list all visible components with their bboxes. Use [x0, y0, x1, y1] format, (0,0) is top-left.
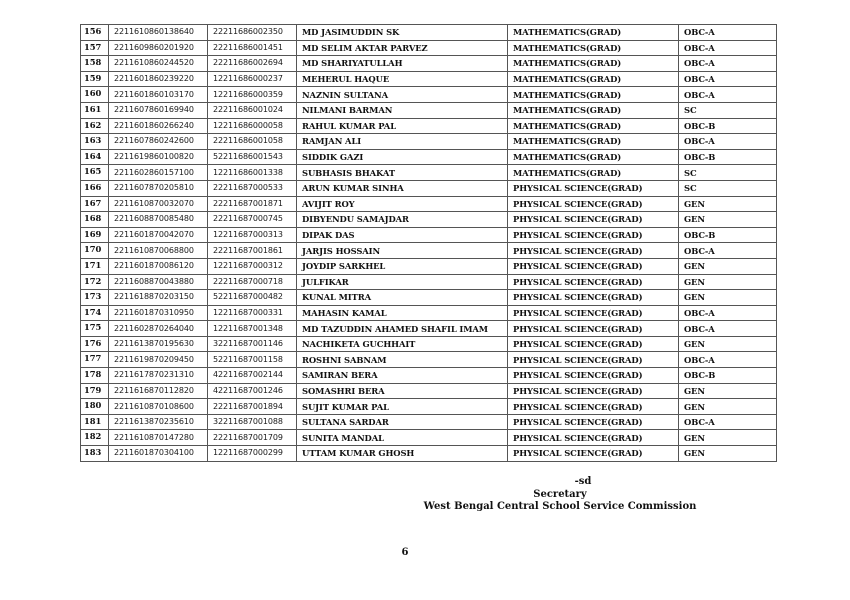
serial-number-cell: 180	[81, 399, 109, 415]
subject-cell: PHYSICAL SCIENCE(GRAD)	[508, 212, 679, 228]
serial-number-cell: 167	[81, 196, 109, 212]
table-row	[81, 180, 777, 196]
category-cell: OBC-A	[679, 414, 777, 430]
application-number-cell: 2211601870304100	[109, 446, 208, 462]
serial-number-cell: 168	[81, 212, 109, 228]
subject-cell: PHYSICAL SCIENCE(GRAD)	[508, 336, 679, 352]
application-number-cell: 2211602860157100	[109, 165, 208, 181]
category-cell: OBC-A	[679, 71, 777, 87]
table-row	[81, 414, 777, 430]
signature-organization: West Bengal Central School Service Commission	[423, 501, 697, 512]
roll-number-cell: 52211686001543	[208, 149, 297, 165]
application-number-cell: 2211607860242600	[109, 134, 208, 150]
candidate-name-cell: ARUN KUMAR SINHA	[297, 180, 508, 196]
roll-number-cell: 52211687000482	[208, 290, 297, 306]
candidate-name-cell: RAMJAN ALI	[297, 134, 508, 150]
application-number-cell: 2211610870068800	[109, 243, 208, 259]
subject-cell: PHYSICAL SCIENCE(GRAD)	[508, 383, 679, 399]
candidate-name-cell: SUBHASIS BHAKAT	[297, 165, 508, 181]
subject-cell: PHYSICAL SCIENCE(GRAD)	[508, 430, 679, 446]
subject-cell: MATHEMATICS(GRAD)	[508, 71, 679, 87]
application-number-cell: 2211616870112820	[109, 383, 208, 399]
subject-cell: PHYSICAL SCIENCE(GRAD)	[508, 352, 679, 368]
serial-number-cell: 183	[81, 446, 109, 462]
roll-number-cell: 12211687001348	[208, 321, 297, 337]
candidate-name-cell: SULTANA SARDAR	[297, 414, 508, 430]
candidate-name-cell: UTTAM KUMAR GHOSH	[297, 446, 508, 462]
table-row	[81, 446, 777, 462]
table-row	[81, 243, 777, 259]
candidate-name-cell: SAMIRAN BERA	[297, 368, 508, 384]
category-cell: GEN	[679, 430, 777, 446]
candidate-name-cell: MD TAZUDDIN AHAMED SHAFIL IMAM	[297, 321, 508, 337]
application-number-cell: 2211617870231310	[109, 368, 208, 384]
table-row	[81, 87, 777, 103]
table-row	[81, 165, 777, 181]
subject-cell: MATHEMATICS(GRAD)	[508, 102, 679, 118]
subject-cell: PHYSICAL SCIENCE(GRAD)	[508, 290, 679, 306]
application-number-cell: 2211601870086120	[109, 258, 208, 274]
table-row	[81, 352, 777, 368]
roll-number-cell: 32211687001146	[208, 336, 297, 352]
serial-number-cell: 171	[81, 258, 109, 274]
application-number-cell: 2211609860201920	[109, 40, 208, 56]
roll-number-cell: 22211687000745	[208, 212, 297, 228]
serial-number-cell: 182	[81, 430, 109, 446]
subject-cell: PHYSICAL SCIENCE(GRAD)	[508, 414, 679, 430]
subject-cell: PHYSICAL SCIENCE(GRAD)	[508, 243, 679, 259]
subject-cell: PHYSICAL SCIENCE(GRAD)	[508, 446, 679, 462]
serial-number-cell: 162	[81, 118, 109, 134]
table-row	[81, 305, 777, 321]
roll-number-cell: 12211686000058	[208, 118, 297, 134]
category-cell: GEN	[679, 290, 777, 306]
candidate-name-cell: DIPAK DAS	[297, 227, 508, 243]
roll-number-cell: 32211687001088	[208, 414, 297, 430]
table-row	[81, 290, 777, 306]
table-row	[81, 336, 777, 352]
subject-cell: PHYSICAL SCIENCE(GRAD)	[508, 274, 679, 290]
table-row	[81, 383, 777, 399]
application-number-cell: 2211601870310950	[109, 305, 208, 321]
category-cell: OBC-A	[679, 243, 777, 259]
candidate-name-cell: NACHIKETA GUCHHAIT	[297, 336, 508, 352]
application-number-cell: 2211601860266240	[109, 118, 208, 134]
serial-number-cell: 181	[81, 414, 109, 430]
table-row	[81, 274, 777, 290]
roll-number-cell: 22211686001451	[208, 40, 297, 56]
serial-number-cell: 164	[81, 149, 109, 165]
roll-number-cell: 22211687000533	[208, 180, 297, 196]
subject-cell: MATHEMATICS(GRAD)	[508, 40, 679, 56]
roll-number-cell: 42211687001246	[208, 383, 297, 399]
subject-cell: MATHEMATICS(GRAD)	[508, 25, 679, 41]
roll-number-cell: 12211686000359	[208, 87, 297, 103]
serial-number-cell: 174	[81, 305, 109, 321]
subject-cell: MATHEMATICS(GRAD)	[508, 165, 679, 181]
roll-number-cell: 12211687000331	[208, 305, 297, 321]
subject-cell: MATHEMATICS(GRAD)	[508, 134, 679, 150]
application-number-cell: 2211610860138640	[109, 25, 208, 41]
candidate-name-cell: JARJIS HOSSAIN	[297, 243, 508, 259]
table-row	[81, 399, 777, 415]
application-number-cell: 2211613870195630	[109, 336, 208, 352]
roll-number-cell: 22211687001871	[208, 196, 297, 212]
serial-number-cell: 158	[81, 56, 109, 72]
serial-number-cell: 159	[81, 71, 109, 87]
roll-number-cell: 22211686001024	[208, 102, 297, 118]
category-cell: SC	[679, 180, 777, 196]
roll-number-cell: 12211687000312	[208, 258, 297, 274]
candidate-name-cell: SUNITA MANDAL	[297, 430, 508, 446]
candidate-name-cell: SUJIT KUMAR PAL	[297, 399, 508, 415]
category-cell: OBC-A	[679, 40, 777, 56]
serial-number-cell: 176	[81, 336, 109, 352]
table-row	[81, 40, 777, 56]
serial-number-cell: 169	[81, 227, 109, 243]
serial-number-cell: 163	[81, 134, 109, 150]
candidate-name-cell: MAHASIN KAMAL	[297, 305, 508, 321]
candidate-name-cell: MD JASIMUDDIN SK	[297, 25, 508, 41]
subject-cell: PHYSICAL SCIENCE(GRAD)	[508, 180, 679, 196]
roll-number-cell: 22211687001894	[208, 399, 297, 415]
category-cell: GEN	[679, 212, 777, 228]
table-row	[81, 102, 777, 118]
table-row	[81, 430, 777, 446]
candidate-name-cell: ROSHNI SABNAM	[297, 352, 508, 368]
candidate-name-cell: JULFIKAR	[297, 274, 508, 290]
candidate-name-cell: AVIJIT ROY	[297, 196, 508, 212]
category-cell: OBC-A	[679, 321, 777, 337]
application-number-cell: 2211618870203150	[109, 290, 208, 306]
category-cell: GEN	[679, 274, 777, 290]
subject-cell: PHYSICAL SCIENCE(GRAD)	[508, 321, 679, 337]
category-cell: OBC-A	[679, 87, 777, 103]
candidate-name-cell: NAZNIN SULTANA	[297, 87, 508, 103]
serial-number-cell: 173	[81, 290, 109, 306]
table-row	[81, 212, 777, 228]
table-row	[81, 118, 777, 134]
candidate-name-cell: MEHERUL HAQUE	[297, 71, 508, 87]
serial-number-cell: 156	[81, 25, 109, 41]
application-number-cell: 2211607870205810	[109, 180, 208, 196]
category-cell: OBC-B	[679, 149, 777, 165]
category-cell: SC	[679, 165, 777, 181]
category-cell: GEN	[679, 399, 777, 415]
candidate-table	[80, 24, 777, 462]
application-number-cell: 2211602870264040	[109, 321, 208, 337]
table-row	[81, 56, 777, 72]
serial-number-cell: 175	[81, 321, 109, 337]
serial-number-cell: 177	[81, 352, 109, 368]
application-number-cell: 2211610870032070	[109, 196, 208, 212]
subject-cell: PHYSICAL SCIENCE(GRAD)	[508, 368, 679, 384]
table-row	[81, 71, 777, 87]
serial-number-cell: 157	[81, 40, 109, 56]
category-cell: OBC-B	[679, 118, 777, 134]
roll-number-cell: 12211687000313	[208, 227, 297, 243]
application-number-cell: 2211608870085480	[109, 212, 208, 228]
category-cell: GEN	[679, 336, 777, 352]
table-body	[81, 25, 777, 462]
application-number-cell: 2211601870042070	[109, 227, 208, 243]
application-number-cell: 2211601860103170	[109, 87, 208, 103]
category-cell: GEN	[679, 196, 777, 212]
roll-number-cell: 52211687001158	[208, 352, 297, 368]
subject-cell: MATHEMATICS(GRAD)	[508, 87, 679, 103]
application-number-cell: 2211607860169940	[109, 102, 208, 118]
candidate-name-cell: MD SHARIYATULLAH	[297, 56, 508, 72]
roll-number-cell: 12211686000237	[208, 71, 297, 87]
category-cell: OBC-A	[679, 305, 777, 321]
roll-number-cell: 22211686002694	[208, 56, 297, 72]
subject-cell: PHYSICAL SCIENCE(GRAD)	[508, 399, 679, 415]
signature-block	[400, 476, 720, 514]
category-cell: OBC-A	[679, 25, 777, 41]
application-number-cell: 2211619870209450	[109, 352, 208, 368]
subject-cell: PHYSICAL SCIENCE(GRAD)	[508, 227, 679, 243]
roll-number-cell: 22211686002350	[208, 25, 297, 41]
subject-cell: MATHEMATICS(GRAD)	[508, 56, 679, 72]
application-number-cell: 2211619860100820	[109, 149, 208, 165]
category-cell: GEN	[679, 446, 777, 462]
candidate-name-cell: SOMASHRI BERA	[297, 383, 508, 399]
page-number: 6	[401, 547, 409, 558]
application-number-cell: 2211610860244520	[109, 56, 208, 72]
application-number-cell: 2211613870235610	[109, 414, 208, 430]
table-row	[81, 368, 777, 384]
subject-cell: PHYSICAL SCIENCE(GRAD)	[508, 258, 679, 274]
subject-cell: MATHEMATICS(GRAD)	[508, 118, 679, 134]
candidate-name-cell: RAHUL KUMAR PAL	[297, 118, 508, 134]
serial-number-cell: 160	[81, 87, 109, 103]
candidate-name-cell: SIDDIK GAZI	[297, 149, 508, 165]
table-row	[81, 25, 777, 41]
roll-number-cell: 12211687000299	[208, 446, 297, 462]
candidate-name-cell: DIBYENDU SAMAJDAR	[297, 212, 508, 228]
category-cell: OBC-A	[679, 134, 777, 150]
serial-number-cell: 172	[81, 274, 109, 290]
serial-number-cell: 166	[81, 180, 109, 196]
serial-number-cell: 161	[81, 102, 109, 118]
category-cell: SC	[679, 102, 777, 118]
subject-cell: PHYSICAL SCIENCE(GRAD)	[508, 196, 679, 212]
roll-number-cell: 22211687000718	[208, 274, 297, 290]
serial-number-cell: 170	[81, 243, 109, 259]
candidate-name-cell: KUNAL MITRA	[297, 290, 508, 306]
roll-number-cell: 22211687001861	[208, 243, 297, 259]
subject-cell: PHYSICAL SCIENCE(GRAD)	[508, 305, 679, 321]
subject-cell: MATHEMATICS(GRAD)	[508, 149, 679, 165]
table-row	[81, 258, 777, 274]
table-row	[81, 227, 777, 243]
signature-designation: Secretary	[533, 488, 587, 500]
category-cell: OBC-A	[679, 352, 777, 368]
application-number-cell: 2211610870147280	[109, 430, 208, 446]
roll-number-cell: 22211687001709	[208, 430, 297, 446]
table-row	[81, 134, 777, 150]
table-row	[81, 196, 777, 212]
application-number-cell: 2211608870043880	[109, 274, 208, 290]
candidate-name-cell: NILMANI BARMAN	[297, 102, 508, 118]
category-cell: GEN	[679, 383, 777, 399]
signature-sd: -sd	[574, 476, 592, 487]
category-cell: OBC-A	[679, 56, 777, 72]
roll-number-cell: 12211686001338	[208, 165, 297, 181]
candidate-name-cell: JOYDIP SARKHEL	[297, 258, 508, 274]
roll-number-cell: 22211686001058	[208, 134, 297, 150]
category-cell: OBC-B	[679, 368, 777, 384]
table-row	[81, 321, 777, 337]
serial-number-cell: 178	[81, 368, 109, 384]
table-row	[81, 149, 777, 165]
serial-number-cell: 179	[81, 383, 109, 399]
application-number-cell: 2211610870108600	[109, 399, 208, 415]
roll-number-cell: 42211687002144	[208, 368, 297, 384]
category-cell: GEN	[679, 258, 777, 274]
candidate-name-cell: MD SELIM AKTAR PARVEZ	[297, 40, 508, 56]
category-cell: OBC-B	[679, 227, 777, 243]
application-number-cell: 2211601860239220	[109, 71, 208, 87]
serial-number-cell: 165	[81, 165, 109, 181]
